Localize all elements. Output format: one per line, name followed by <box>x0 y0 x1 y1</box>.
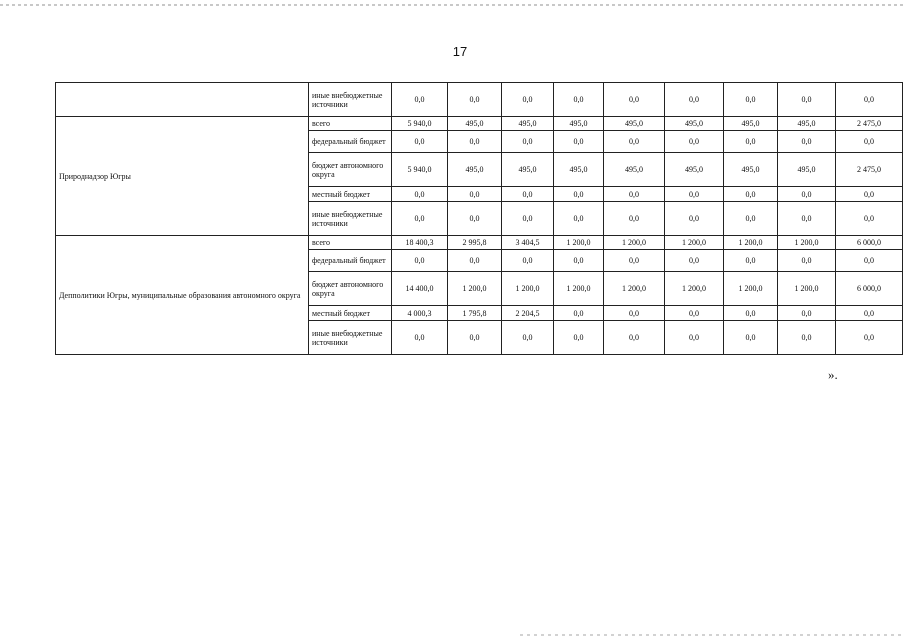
amount-cell: 0,0 <box>836 321 903 355</box>
amount-cell: 0,0 <box>724 187 778 202</box>
amount-cell: 1 200,0 <box>724 236 778 250</box>
amount-cell: 495,0 <box>724 153 778 187</box>
amount-cell: 1 795,8 <box>448 306 502 321</box>
amount-cell: 1 200,0 <box>502 272 554 306</box>
funding-source-cell: местный бюджет <box>309 187 392 202</box>
amount-cell: 495,0 <box>665 117 724 131</box>
amount-cell: 0,0 <box>836 131 903 153</box>
amount-cell: 0,0 <box>665 187 724 202</box>
funding-source-cell: иные внебюджетные источники <box>309 83 392 117</box>
amount-cell: 0,0 <box>392 187 448 202</box>
amount-cell: 0,0 <box>392 250 448 272</box>
amount-cell: 0,0 <box>604 83 665 117</box>
amount-cell: 0,0 <box>778 306 836 321</box>
amount-cell: 0,0 <box>836 83 903 117</box>
amount-cell: 0,0 <box>778 202 836 236</box>
amount-cell: 0,0 <box>836 250 903 272</box>
amount-cell: 0,0 <box>392 131 448 153</box>
amount-cell: 1 200,0 <box>604 236 665 250</box>
scan-bottom-edge <box>520 634 905 636</box>
amount-cell: 2 475,0 <box>836 117 903 131</box>
amount-cell: 0,0 <box>502 250 554 272</box>
amount-cell: 6 000,0 <box>836 236 903 250</box>
amount-cell: 0,0 <box>554 187 604 202</box>
amount-cell: 1 200,0 <box>778 236 836 250</box>
amount-cell: 0,0 <box>778 131 836 153</box>
amount-cell: 0,0 <box>778 250 836 272</box>
amount-cell: 0,0 <box>448 83 502 117</box>
amount-cell: 0,0 <box>724 306 778 321</box>
amount-cell: 1 200,0 <box>665 236 724 250</box>
amount-cell: 0,0 <box>392 202 448 236</box>
amount-cell: 0,0 <box>448 187 502 202</box>
amount-cell: 0,0 <box>724 83 778 117</box>
amount-cell: 495,0 <box>778 153 836 187</box>
amount-cell: 0,0 <box>724 202 778 236</box>
amount-cell: 1 200,0 <box>448 272 502 306</box>
amount-cell: 0,0 <box>778 321 836 355</box>
responsible-executor-cell: Природнадзор Югры <box>56 117 309 236</box>
amount-cell: 1 200,0 <box>665 272 724 306</box>
funding-source-cell: федеральный бюджет <box>309 131 392 153</box>
amount-cell: 495,0 <box>502 117 554 131</box>
amount-cell: 0,0 <box>724 131 778 153</box>
funding-source-cell: местный бюджет <box>309 306 392 321</box>
amount-cell: 3 404,5 <box>502 236 554 250</box>
table-row <box>56 236 903 250</box>
amount-cell: 0,0 <box>502 321 554 355</box>
table-row <box>56 117 903 131</box>
amount-cell: 0,0 <box>554 250 604 272</box>
amount-cell: 0,0 <box>778 83 836 117</box>
amount-cell: 0,0 <box>665 83 724 117</box>
amount-cell: 4 000,3 <box>392 306 448 321</box>
amount-cell: 0,0 <box>554 83 604 117</box>
amount-cell: 0,0 <box>665 131 724 153</box>
amount-cell: 0,0 <box>604 202 665 236</box>
amount-cell: 0,0 <box>554 202 604 236</box>
amount-cell: 5 940,0 <box>392 153 448 187</box>
amount-cell: 0,0 <box>778 187 836 202</box>
amount-cell: 0,0 <box>554 306 604 321</box>
amount-cell: 0,0 <box>836 306 903 321</box>
amount-cell: 0,0 <box>448 250 502 272</box>
amount-cell: 0,0 <box>604 187 665 202</box>
responsible-executor-cell <box>56 83 309 117</box>
amount-cell: 6 000,0 <box>836 272 903 306</box>
amount-cell: 495,0 <box>554 117 604 131</box>
amount-cell: 0,0 <box>448 321 502 355</box>
amount-cell: 0,0 <box>448 202 502 236</box>
amount-cell: 495,0 <box>665 153 724 187</box>
amount-cell: 1 200,0 <box>604 272 665 306</box>
amount-cell: 1 200,0 <box>554 272 604 306</box>
funding-source-cell: иные внебюджетные источники <box>309 202 392 236</box>
amount-cell: 495,0 <box>724 117 778 131</box>
funding-source-cell: всего <box>309 236 392 250</box>
amount-cell: 2 475,0 <box>836 153 903 187</box>
amount-cell: 2 995,8 <box>448 236 502 250</box>
amount-cell: 0,0 <box>502 202 554 236</box>
amount-cell: 495,0 <box>554 153 604 187</box>
amount-cell: 0,0 <box>604 321 665 355</box>
amount-cell: 495,0 <box>448 117 502 131</box>
amount-cell: 0,0 <box>554 131 604 153</box>
amount-cell: 495,0 <box>502 153 554 187</box>
amount-cell: 0,0 <box>502 187 554 202</box>
amount-cell: 5 940,0 <box>392 117 448 131</box>
table-row <box>56 83 903 117</box>
amount-cell: 0,0 <box>448 131 502 153</box>
amount-cell: 495,0 <box>448 153 502 187</box>
amount-cell: 18 400,3 <box>392 236 448 250</box>
funding-source-cell: федеральный бюджет <box>309 250 392 272</box>
funding-source-cell: бюджет автономного округа <box>309 153 392 187</box>
amount-cell: 1 200,0 <box>724 272 778 306</box>
amount-cell: 0,0 <box>724 250 778 272</box>
budget-table-body <box>56 83 903 355</box>
amount-cell: 0,0 <box>665 250 724 272</box>
amount-cell: 0,0 <box>392 83 448 117</box>
amount-cell: 495,0 <box>604 117 665 131</box>
closing-quote-mark: ». <box>828 367 838 382</box>
page-number: 17 <box>452 44 468 59</box>
amount-cell: 0,0 <box>665 306 724 321</box>
budget-table <box>55 82 903 355</box>
scan-top-edge <box>0 4 905 6</box>
responsible-executor-cell: Депполитики Югры, муниципальные образования автономного округа <box>56 236 309 355</box>
funding-source-cell: бюджет автономного округа <box>309 272 392 306</box>
amount-cell: 1 200,0 <box>778 272 836 306</box>
amount-cell: 495,0 <box>778 117 836 131</box>
amount-cell: 1 200,0 <box>554 236 604 250</box>
amount-cell: 0,0 <box>665 202 724 236</box>
amount-cell: 0,0 <box>836 202 903 236</box>
funding-source-cell: всего <box>309 117 392 131</box>
amount-cell: 14 400,0 <box>392 272 448 306</box>
amount-cell: 0,0 <box>604 131 665 153</box>
amount-cell: 0,0 <box>502 83 554 117</box>
amount-cell: 0,0 <box>836 187 903 202</box>
funding-source-cell: иные внебюджетные источники <box>309 321 392 355</box>
amount-cell: 0,0 <box>554 321 604 355</box>
amount-cell: 2 204,5 <box>502 306 554 321</box>
amount-cell: 0,0 <box>502 131 554 153</box>
amount-cell: 0,0 <box>665 321 724 355</box>
amount-cell: 0,0 <box>604 250 665 272</box>
amount-cell: 0,0 <box>724 321 778 355</box>
amount-cell: 495,0 <box>604 153 665 187</box>
amount-cell: 0,0 <box>392 321 448 355</box>
amount-cell: 0,0 <box>604 306 665 321</box>
